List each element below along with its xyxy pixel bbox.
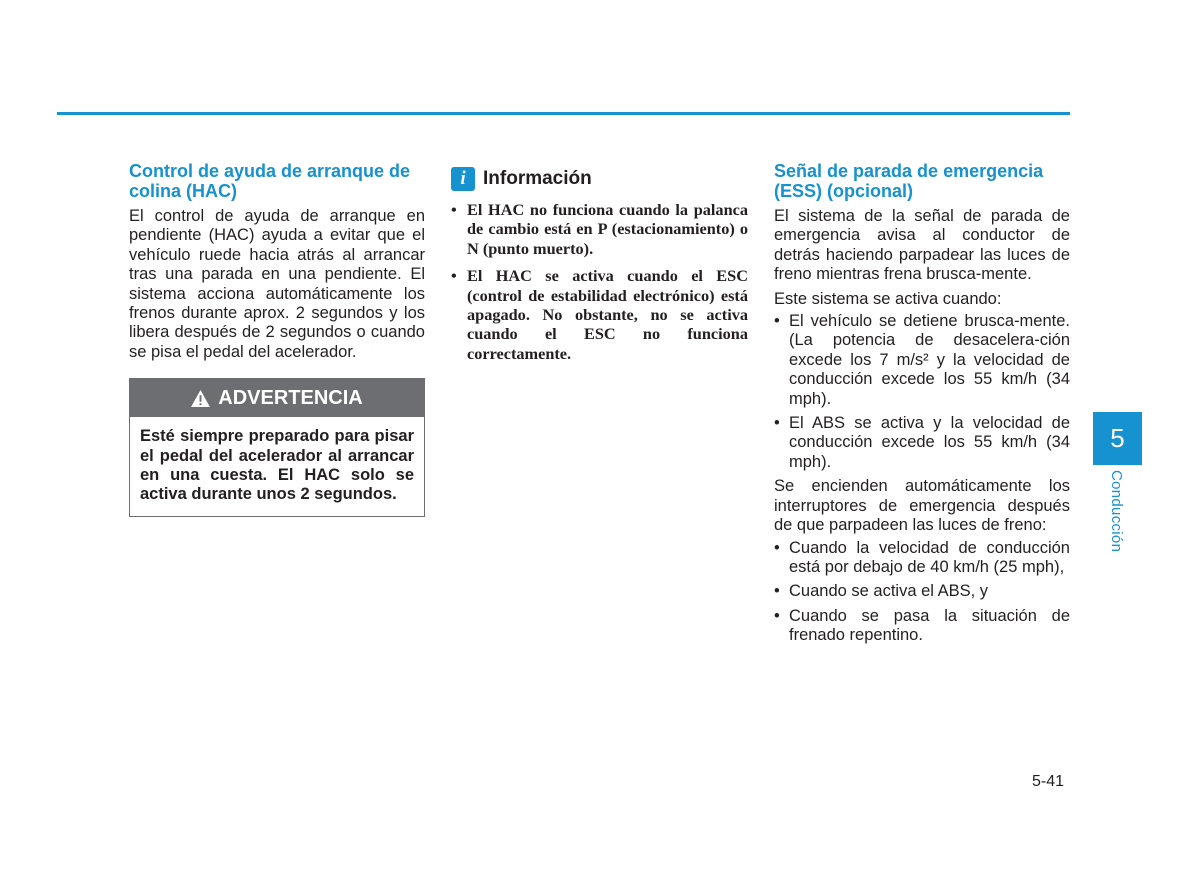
chapter-label: Conducción [1108,470,1125,553]
top-rule [57,112,1070,115]
info-list [451,200,748,363]
warning-header [130,379,424,417]
hac-section [129,161,425,517]
list-item: • Cuando se activa el ABS, y [774,582,989,601]
ess-activates-label: Este sistema se activa cuando: [774,289,1002,308]
ess-heading: Señal de parada de emergencia (ESS) (opcional) [774,161,1044,201]
warning-title: ADVERTENCIA [218,386,363,409]
ess-hazard-list [774,539,1070,646]
ess-intro: El sistema de la señal de parada de emergencia avisa al conductor de detrás haciendo parpadear las luces de freno mientras frena brusca-mente. [774,207,1070,284]
bullet: • [774,312,780,331]
warning-triangle-icon [191,390,210,407]
ess-hazard-paragraph: Se encienden automáticamente los interruptores de emergencia después de que parpadeen las luces de freno: [774,477,1070,535]
bullet: • [774,606,780,625]
hac-paragraph: El control de ayuda de arranque en pendiente (HAC) ayuda a evitar que el vehículo ruede hacia atrás al arrancar tras una parada en una pendiente. El sistema acciona automáticamente los frenos durante aprox. 2 segundos y los libera después de 2 segundos o cuando se pisa el pedal del acelerador. [129,207,425,361]
ess-section [774,161,1070,651]
warning-box [129,378,425,517]
bullet: • [451,266,457,286]
list-item: • Cuando la velocidad de conducción está por debajo de 40 km/h (25 mph), [774,538,1070,576]
bullet: • [451,200,457,219]
page-number: 5-41 [1032,773,1065,790]
hac-heading: Control de ayuda de arranque de colina (HAC) [129,161,411,201]
list-item: • El HAC se activa cuando el ESC (control de estabilidad electrónico) está apagado. No obstante, no se activa cuando el ESC no funciona correctamente. [451,266,748,363]
info-icon: i [451,167,475,191]
info-title: Información [483,168,592,189]
list-item: • Cuando se pasa la situación de frenado repentino. [774,606,1070,645]
list-item: • El vehículo se detiene brusca-mente. (La potencia de desacelera-ción excede los 7 m/s² y la velocidad de conducción excede los 55 km/h (34 mph). [774,312,1070,408]
list-item: • El HAC no funciona cuando la palanca de cambio está en P (estacionamiento) o N (punto muerto). [451,200,748,258]
info-header [451,167,748,191]
info-section [451,161,748,363]
bullet: • [774,414,780,433]
bullet: • [774,582,780,601]
warning-text: Esté siempre preparado para pisar el pedal del acelerador al arrancar en una cuesta. El HAC solo se activa durante unos 2 segundos. [140,427,414,504]
ess-activate-list [774,312,1070,472]
chapter-number-tab: 5 [1093,412,1142,465]
bullet: • [774,538,780,557]
list-item: • El ABS se activa y la velocidad de conducción excede los 55 km/h (34 mph). [774,414,1070,471]
